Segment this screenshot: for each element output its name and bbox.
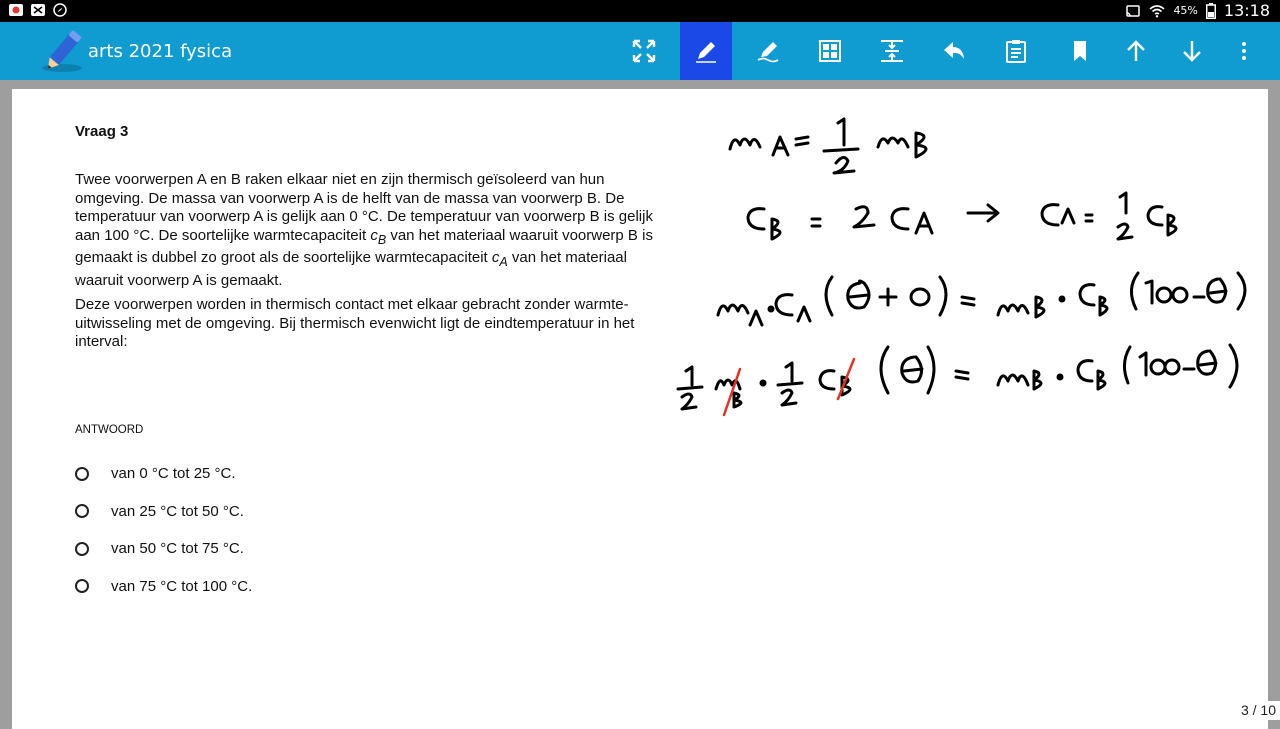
back-icon <box>941 38 967 64</box>
handwritten-notes <box>12 89 1268 729</box>
clipboard-icon <box>1003 38 1029 64</box>
arrow-down-icon <box>1179 38 1205 64</box>
next-page-button[interactable] <box>1168 22 1216 80</box>
answer-option-label: van 25 °C tot 50 °C. <box>111 502 244 520</box>
app-toolbar <box>0 22 1280 80</box>
back-button[interactable] <box>930 22 978 80</box>
fit-page-button[interactable] <box>868 22 916 80</box>
status-left-icons <box>8 3 68 17</box>
question-title: Vraag 3 <box>75 123 129 140</box>
compass-icon <box>52 3 68 17</box>
highlighter-icon <box>755 38 781 64</box>
handwriting-line-2 <box>748 193 1176 239</box>
question-paragraph-1: Twee voorwerpen A en B raken elkaar niet en zijn thermisch geïsoleerd van hun omgeving. De massa van voorwerp A is de helft van de massa van voorwerp B. De temperatuur van voorwerp A is gelijk aan 0 °C. De temperatuur van voorwerp B is gelijk aan 100 °C. De soortelijke warmtecapaciteit $c_B$ van het materiaal waaruit voorwerp B is gemaakt is dubbel zo groot als de soortelijke warmtecapaciteit $c_A$ van het materiaal waaruit voorwerp A is gemaakt. <box>75 171 653 289</box>
answer-heading: ANTWOORD <box>75 424 144 436</box>
highlighter-tool-button[interactable] <box>744 22 792 80</box>
answer-option-label: van 50 °C tot 75 °C. <box>111 540 244 558</box>
clipboard-button[interactable] <box>992 22 1040 80</box>
question-paragraph-2: Deze voorwerpen worden in thermisch contact met elkaar gebracht zonder warmte-uitwisseling met de omgeving. Bij thermisch evenwicht ligt de eindtemperatuur in het interval: <box>75 296 635 350</box>
no-sim-icon <box>30 3 46 17</box>
battery-icon <box>1206 3 1216 19</box>
arrow-up-icon <box>1123 38 1149 64</box>
fullscreen-button[interactable] <box>620 22 668 80</box>
handwriting-line-1 <box>730 119 926 173</box>
more-menu-button[interactable] <box>1224 22 1264 80</box>
pen-icon <box>693 38 719 64</box>
document-page[interactable] <box>12 89 1268 729</box>
page-indicator: 3 / 10 <box>1233 701 1280 720</box>
cast-icon <box>1125 4 1141 18</box>
screen-record-icon <box>8 3 24 17</box>
status-right <box>1125 1 1270 20</box>
wifi-icon <box>1149 4 1165 18</box>
handwriting-line-4 <box>678 345 1237 415</box>
previous-page-button[interactable] <box>1112 22 1160 80</box>
clock: 13:18 <box>1223 1 1270 20</box>
bookmark-button[interactable] <box>1056 22 1104 80</box>
bookmark-icon <box>1067 38 1093 64</box>
symbol-c-a: $c_A$ <box>491 249 508 269</box>
app-logo-pencil-icon <box>38 30 84 74</box>
fit-page-icon <box>879 38 905 64</box>
answer-option-label: van 75 °C tot 100 °C. <box>111 577 253 595</box>
handwriting-line-3 <box>718 273 1245 325</box>
more-icon <box>1231 38 1257 64</box>
battery-percent: 45% <box>1173 4 1198 17</box>
fullscreen-icon <box>631 38 657 64</box>
status-bar <box>0 0 1280 22</box>
grid-view-button[interactable] <box>806 22 854 80</box>
answer-option-label: van 0 °C tot 25 °C. <box>111 465 236 483</box>
pen-tool-button[interactable] <box>680 22 732 80</box>
grid-icon <box>817 38 843 64</box>
document-title: arts 2021 fysica <box>88 41 233 62</box>
symbol-c-b: $c_B$ <box>370 226 387 247</box>
